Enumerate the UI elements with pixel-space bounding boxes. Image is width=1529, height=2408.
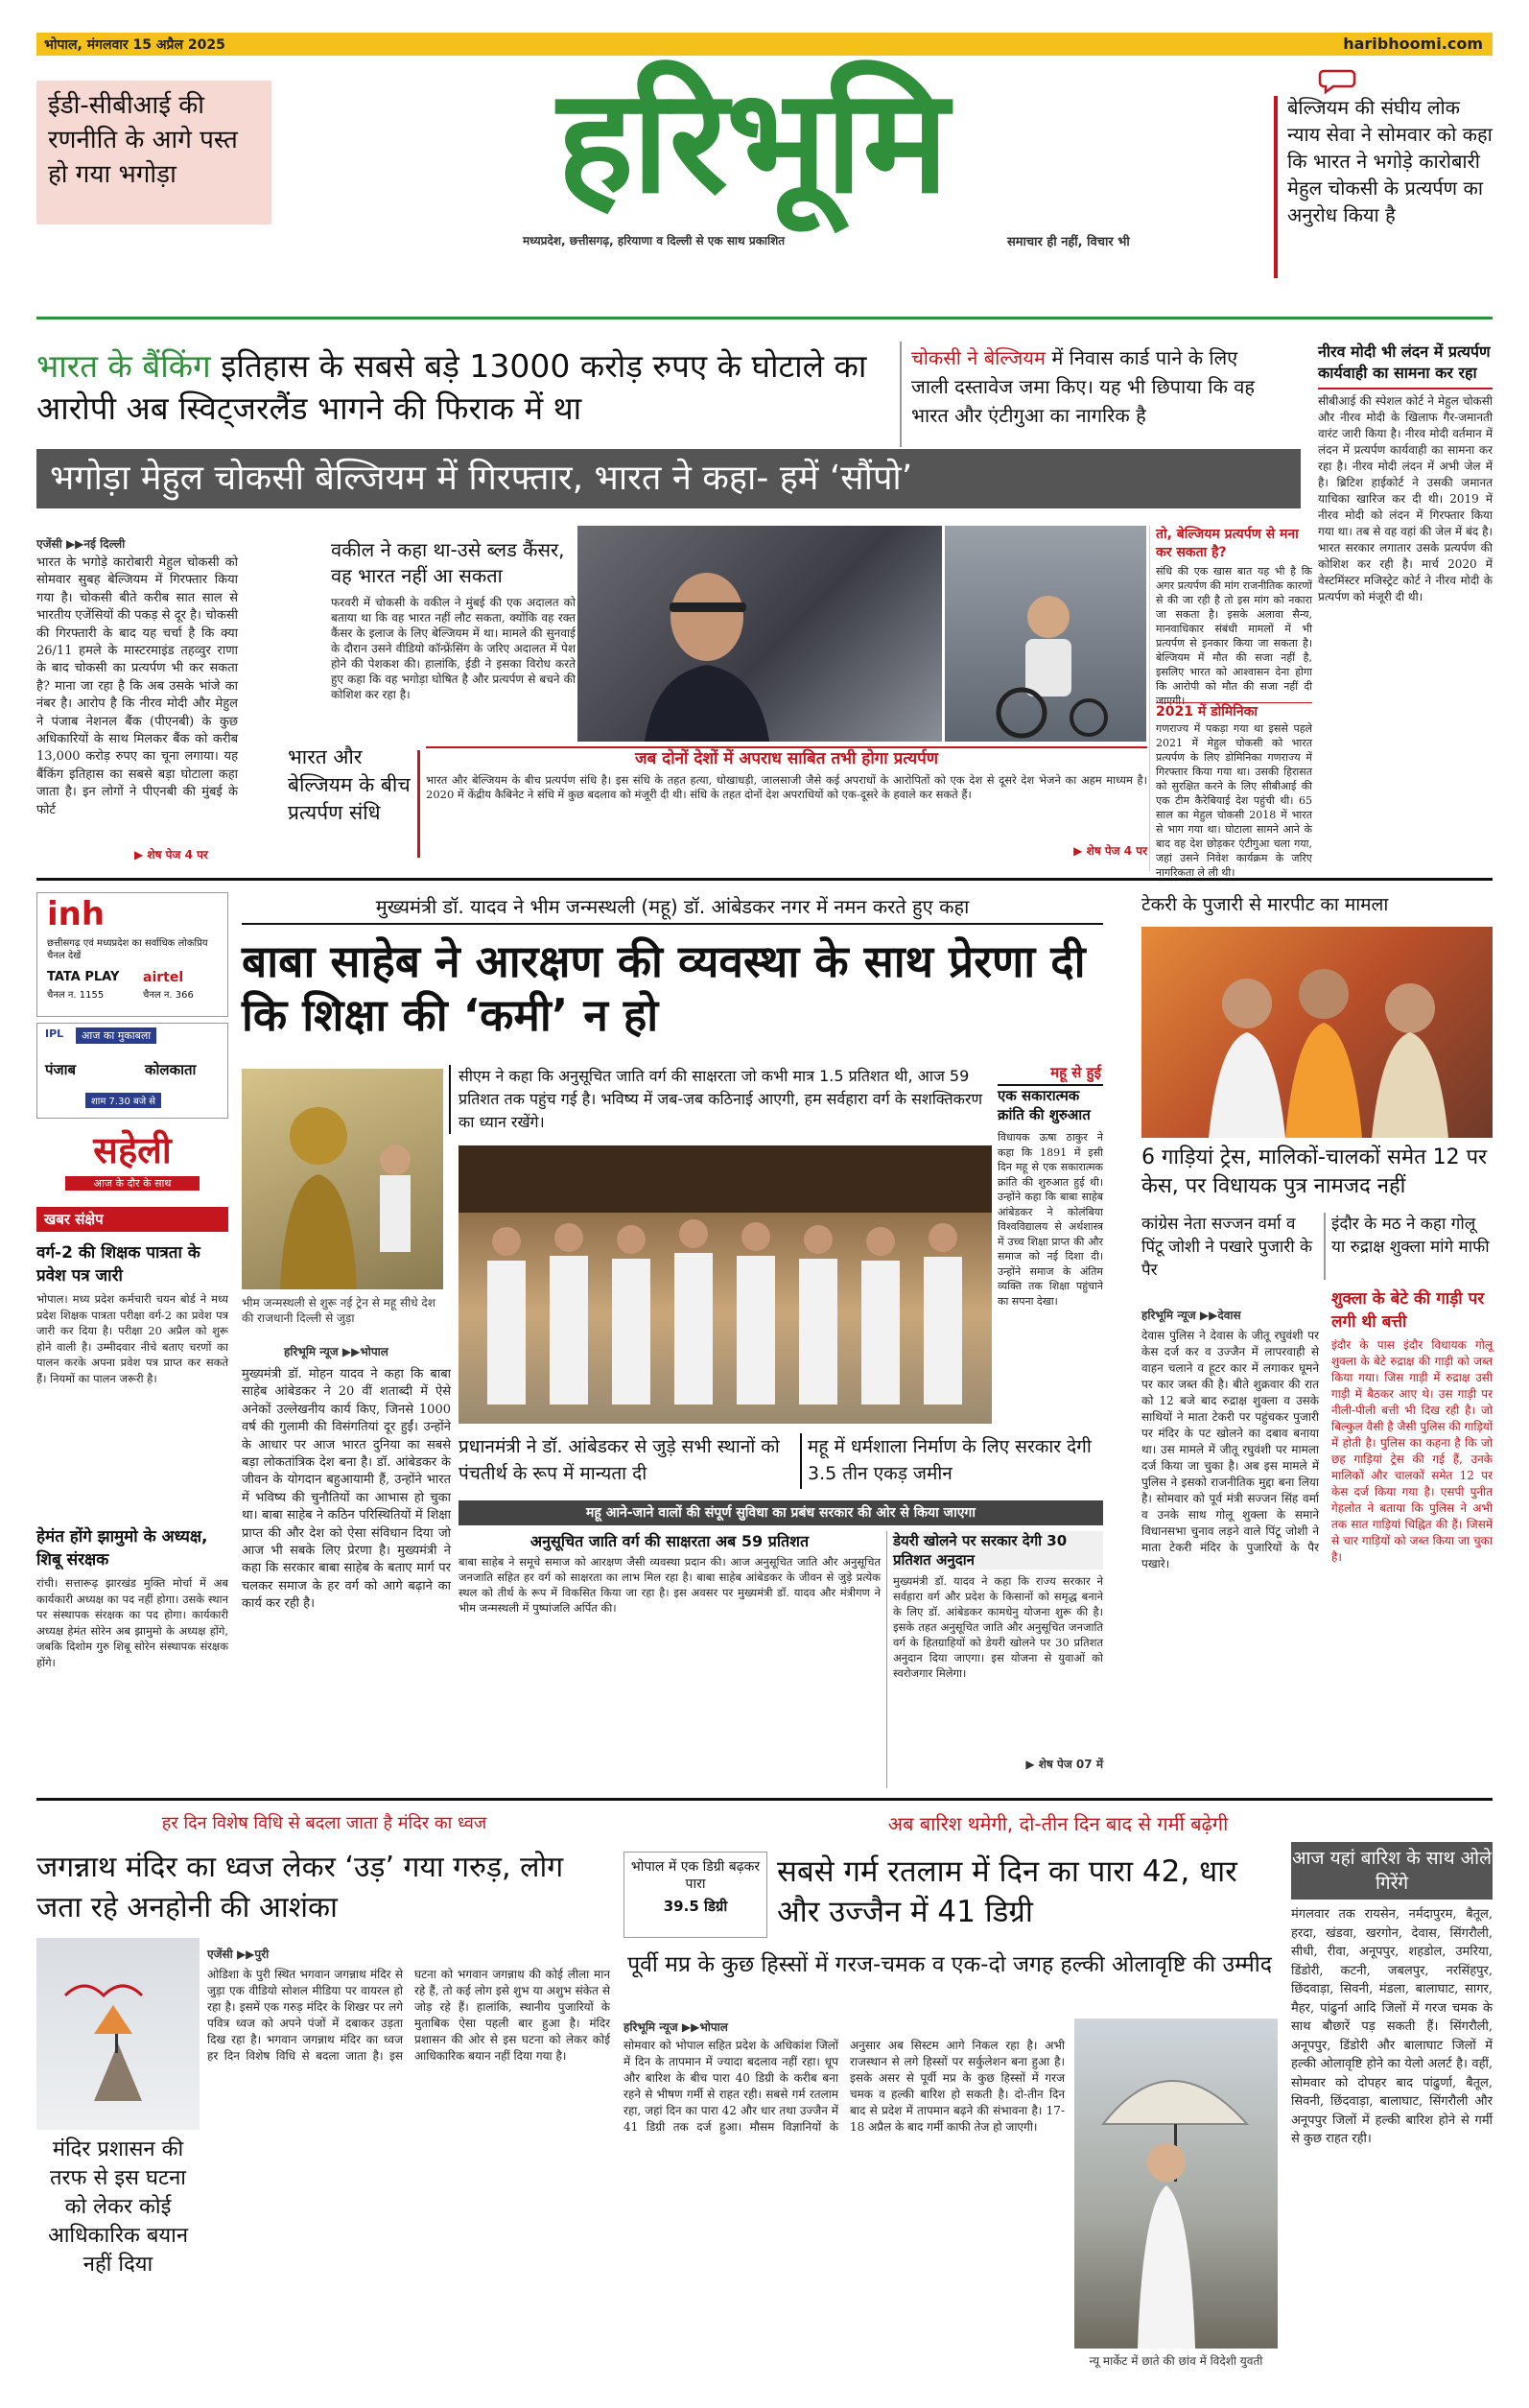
- dominica-kicker: 2021 में डोमिनिका: [1156, 702, 1312, 721]
- ambedkar-top: [242, 890, 1103, 929]
- priest-photo: [1141, 927, 1493, 1138]
- lead-byline: एजेंसी ▶▶नई दिल्ली: [36, 537, 126, 551]
- editions-line: मध्यप्रदेश, छत्तीसगढ़, हरियाणा व दिल्ली से एक साथ प्रकाशित: [523, 234, 786, 248]
- sankshep-label: खबर संक्षेप: [44, 1211, 104, 1228]
- saheli-tag: आज के दौर के साथ: [65, 1176, 200, 1191]
- jagannath-side: मंदिर प्रशासन की तरफ से इस घटना को लेकर कोई आधिकारिक बयान नहीं दिया: [47, 2137, 189, 2277]
- match-label: आज का मुकाबला: [76, 1027, 156, 1044]
- weather-top: अब बारिश थमेगी, दो-तीन दिन बाद से गर्मी बढ़ेगी: [887, 1812, 1229, 1835]
- sankshep-bar: [36, 1207, 228, 1232]
- dairy-head: डेयरी खोलने पर सरकार देगी 30 प्रतिशत अनुदान: [893, 1531, 1103, 1570]
- statue-caption: भीम जन्मस्थली से शुरू नई ट्रेन से महू सीधे देश की राजधानी दिल्ली से जुड़ा: [242, 1296, 435, 1325]
- airtel-label: airtel: [143, 970, 184, 985]
- lead-banner[interactable]: [36, 449, 1301, 508]
- tekri-byline: हरिभूमि न्यूज ▶▶देवास: [1141, 1309, 1241, 1322]
- brief-2-head: हेमंत होंगे झामुमो के अध्यक्ष, शिबू संरक्षक: [36, 1527, 208, 1570]
- jagannath-top: हर दिन विशेष विधि से बदला जाता है मंदिर का ध्वज: [161, 1813, 487, 1833]
- saheli-ad[interactable]: [36, 1124, 228, 1201]
- ambedkar-top-text: मुख्यमंत्री डॉ. यादव ने भीम जन्मस्थली (महू) डॉ. आंबेडकर नगर में नमन करते हुए कहा: [242, 890, 1103, 925]
- left-teaser-text: ईडी-सीबीआई की रणनीति के आगे पस्त हो गया भगोड़ा: [48, 91, 238, 189]
- issue-date: भोपाल, मंगलवार 15 अप्रैल 2025: [44, 37, 225, 53]
- hail-box-head: [1291, 1842, 1493, 1900]
- logo[interactable]: [397, 59, 1107, 225]
- mhow-text: विधायक ऊषा ठाकुर ने कहा कि 1891 में इसी दिन महू से एक सकारात्मक क्रांति की शुरुआत हुई थी। उन्होंने कहा कि बाबा साहेब आंबेडकर ने कोलंबिया विश्वविद्यालय से अर्थशास्त्र में उच्च शिक्षा प्राप्त की और समाज को नई दिशा दी। उन्होंने समाज के अंतिम व्यक्ति तक शिक्षा पहुंचाने का सपना देखा।: [998, 1131, 1103, 1308]
- lead-headline-text: इतिहास के सबसे बड़े 13000 करोड़ रुपए के घोटाले का आरोपी अब स्विट्जरलैंड भागने की फिराक में था: [36, 347, 867, 427]
- inh-text: छत्तीसगढ़ एवं मध्यप्रदेश का सर्वाधिक लोकप्रिय चैनल देखें: [47, 938, 208, 961]
- bhopal-temp-label: भोपाल में एक डिग्री बढ़कर पारा: [630, 1859, 761, 1892]
- tekri-sub-1: कांग्रेस नेता सज्जन वर्मा व पिंटू जोशी ने पखारे पुजारी के पैर: [1141, 1215, 1313, 1280]
- tekri-headline: 6 गाड़ियां ट्रेस, मालिकों-चालकों समेत 12 पर केस, पर विधायक पुत्र नामजद नहीं: [1141, 1145, 1488, 1198]
- lead-side-text: में निवास कार्ड पाने के लिए जाली दस्तावेज जमा किए। यह भी छिपाया कि वह भारत और एंटीगुआ का नागरिक है: [911, 346, 1255, 427]
- tataplay-label: TATA PLAY: [47, 970, 120, 984]
- treaty-strip-text: भारत और बेल्जियम के बीच प्रत्यर्पण संधि है। इस संधि के तहत हत्या, धोखाधड़ी, जालसाजी जैसे कई अपराधों के आरोपितों को एक देश से दूसरे देश भेजने का अहम माध्यम है। 2020 में केंद्रीय कैबिनेट ने संधि में कुछ बदलाव को मंजूरी दी थी। संधि के तहत दोनों देश अपराधियों को एक-दूसरे के हवाले कर सकते हैं।: [426, 773, 1147, 801]
- tekri-red-head: शुक्ला के बेटे की गाड़ी पर लगी थी बत्ती: [1331, 1289, 1485, 1332]
- pm-head: प्रधानमंत्री ने डॉ. आंबेडकर से जुड़े सभी स्थानों को पंचतीर्थ के रूप में मान्यता दी: [459, 1436, 780, 1484]
- lawyer-head: वकील ने कहा था-उसे ब्लड कैंसर, वह भारत नहीं आ सकता: [331, 538, 565, 587]
- literacy-head: अनुसूचित जाति वर्ग की साक्षरता अब 59 प्रतिशत: [529, 1532, 810, 1550]
- weather-headline: सबसे गर्म रतलाम में दिन का पारा 42, धार और उज्जैन में 41 डिग्री: [777, 1854, 1237, 1929]
- statue-photo: [242, 1069, 443, 1289]
- brief-2-text: रांची। सत्तारूढ़ झारखंड मुक्ति मोर्चा में अब कार्यकारी अध्यक्ष का पद नहीं होगा। उसके स्थान पर संस्थापक संरक्षक का पद होगा। कार्यकारी अध्यक्ष हेमंत सोरेन अब झामुमो के अध्यक्ष होंगे, जबकि दिशोम गुरु शिबू सोरेन संस्थापक संरक्षक होंगे।: [36, 1576, 228, 1669]
- lead-banner-text: भगोड़ा मेहुल चोकसी बेल्जियम में गिरफ्तार, भारत ने कहा- हमें ‘सौंपो’: [50, 459, 913, 498]
- weather-byline: हरिभूमि न्यूज ▶▶भोपाल: [623, 2020, 728, 2034]
- nirav-head: नीरव मोदी भी लंदन में प्रत्यर्पण कार्यवाही का सामना कर रहा: [1318, 342, 1493, 390]
- lead-headline: [36, 345, 900, 430]
- umbrella-photo: [1074, 2018, 1278, 2349]
- facility-bar: [459, 1500, 1103, 1525]
- airtel-channel: चैनल न. 366: [143, 990, 194, 1001]
- wheelchair-photo: [945, 526, 1146, 742]
- lead-side-kicker: चोकसी ने बेल्जियम: [911, 346, 1046, 369]
- tekri-red-text: इंदौर के पास इंदौर विधायक गोलू शुक्ला के बेटे रुद्राक्ष की गाड़ी को जब्त किया गया। जिस गाड़ी में रुद्राक्ष उसी गाड़ी में बैठकर आए थे। उस गाड़ी पर नीली-पीली बत्ती भी दिख रही है। जो बिल्कुल वैसी है जैसी पुलिस की गाड़ियों में होती है। पुलिस का कहना है कि जो छह गाड़ियां ट्रेस की गई हैं, उनके मालिकों और चालकों समेत 12 पर केस दर्ज किया गया है। एसपी पुनीत गेहलोत ने बताया कि पुलिस ने अभी तक सात गाड़ियां चिह्नित की हैं। जिसमें से चार गाड़ियों को जब्त किया जा चुका है।: [1331, 1338, 1493, 1564]
- lead-continued[interactable]: ▶ शेष पेज 4 पर: [134, 848, 208, 862]
- dominica-text: गणराज्य में पकड़ा गया था इससे पहले 2021 में मेहुल चोकसी को भारत प्रत्यर्पण के लिए डोमिनिका गणराज्य में गिरफ्तार किया गया था। उसकी हिरासत को सुरक्षित करने के लिए सीबीआई की एक टीम कैरेबियाई देश पहुंची थी। 65 साल का मेहुल चोकसी 2018 में भारत से भाग गया था। घोटाला सामने आने के बाद वह देश छोड़कर एंटीगुआ चला गया, जहां उसने निवेश कार्यक्रम के जरिए नागरिकता ले ली थी।: [1156, 722, 1312, 879]
- garuda-graphic: [36, 1938, 200, 2130]
- literacy-text: बाबा साहेब ने समूचे समाज को आरक्षण जैसी व्यवस्था प्रदान की। आज अनुसूचित जाति और अनुसूचित जनजाति सहित हर वर्ग को साक्षरता का लाभ मिल रहा है। बाबा साहेब आंबेडकर के जीवन से जुड़े प्रत्येक स्थल को तीर्थ के रूप में विकसित किया जा रहा है। इस अवसर पर मुख्यमंत्री डॉ. यादव और मंत्रीगण ने भीम जन्मस्थली में पुष्पांजलि अर्पित की।: [459, 1555, 881, 1615]
- bottom-rule: [36, 1798, 1493, 1801]
- lead-kicker: भारत के बैंकिंग: [36, 347, 211, 385]
- inh-ad[interactable]: [36, 892, 228, 1017]
- tekri-sub-2: इंदौर के मठ ने कहा गोलू या रुद्राक्ष शुक्ला मांगे माफी: [1331, 1215, 1490, 1257]
- facility-bar-text: महू आने-जाने वालों की संपूर्ण सुविधा का प्रबंध सरकार की ओर से किया जाएगा: [586, 1505, 976, 1521]
- team-1: पंजाब: [45, 1061, 77, 1078]
- ipl-box[interactable]: [36, 1023, 228, 1119]
- logo-text: हरिभूमि: [557, 59, 947, 225]
- saheli-logo: सहेली: [93, 1129, 172, 1171]
- ipl-label: IPL: [45, 1027, 64, 1040]
- qa-head: तो, बेल्जियम प्रत्यर्पण से मना कर सकता है?: [1156, 527, 1299, 560]
- treaty-label: भारत और बेल्जियम के बीच प्रत्यर्पण संधि: [288, 745, 411, 824]
- bhopal-temp-value: 39.5 डिग्री: [663, 1898, 728, 1915]
- jagannath-headline: जगन्नाथ मंदिर का ध्वज लेकर ‘उड़’ गया गरुड़, लोग जता रहे अनहोनी की आशंका: [36, 1851, 564, 1924]
- ambedkar-continued[interactable]: ▶ शेष पेज 07 में: [1025, 1758, 1103, 1771]
- bhopal-temp: [623, 1852, 767, 1938]
- jagannath-body: ओडिशा के पुरी स्थित भगवान जगन्नाथ मंदिर से जुड़ा एक वीडियो सोशल मीडिया पर वायरल हो रहा है। इसमें एक गरुड़ मंदिर के शिखर पर लगे पवित्र ध्वज को अपने पंजों में दबाकर उड़ता दिख रहा है। भगवान जगन्नाथ मंदिर का ध्वज हर दिन विशेष विधि से बदला जाता है। इस घटना को भगवान जगन्नाथ की कोई लीला मान रहे हैं, तो कई लोग इसे शुभ या अशुभ संकेत से जोड़ रहे हैं। हालांकि, स्थानीय पुजारियों के मुताबिक ऐसा पहली बार हुआ है। मंदिर प्रशासन की ओर से इस घटना को लेकर कोई आधिकारिक बयान नहीं दिया गया है।: [207, 1968, 610, 2063]
- inh-logo: inh: [47, 895, 106, 933]
- treaty-strip: [426, 746, 1147, 860]
- weather-sub: पूर्वी मप्र के कुछ हिस्सों में गरज-चमक व एक-दो जगह हल्की ओलावृष्टि की उम्मीद: [627, 1952, 1272, 1977]
- qa-column: [1149, 526, 1312, 879]
- team-2: कोलकाता: [145, 1061, 197, 1078]
- mhow-kicker: महू से हुई: [1050, 1064, 1101, 1081]
- treaty-strip-head: जब दोनों देशों में अपराध साबित तभी होगा प्रत्यर्पण: [426, 746, 1147, 769]
- qa-text: संधि की एक खास बात यह भी है कि अगर प्रत्यर्पण की मांग राजनीतिक कारणों से की जा रही है तो इस मांग को नकारा जा सकता है। इसके अलावा सैन्य, मानवाधिकार संबंधी मामलों में भी प्रत्यर्पण से इनकार किया जा सकता है। बेल्जियम में मौत की सजा नहीं है, इसलिए भारत को आश्वासन देना होगा कि आरोपी को मौत की सजा नहीं दी जाएगी।: [1156, 565, 1312, 707]
- nirav-text: सीबीआई की स्पेशल कोर्ट ने मेहुल चोकसी और नीरव मोदी के खिलाफ गैर-जमानती वारंट जारी किया है। नीरव मोदी वर्तमान में लंदन में प्रत्यर्पण कार्यवाही का सामना कर रहा है। नीरव मोदी लंदन में अभी जेल में है। ब्रिटिश हाईकोर्ट ने उसकी जमानत याचिका खारिज कर दी थी। 2019 में नीरव मोदी को लंदन में गिरफ्तार किया गया था। तब से वह वहां की जेल में बंद है। भारत सरकार लगातार उसके प्रत्यर्पण की कोशिश कर रही है। मार्च 2020 में वेस्टमिंस्टर मजिस्ट्रेट कोर्ट ने नीरव मोदी के प्रत्यर्पण को मंजूरी दी थी।: [1318, 394, 1493, 603]
- jagannath-byline: एजेंसी ▶▶पुरी: [207, 1948, 270, 1961]
- match-time: शाम 7.30 बजे से: [85, 1093, 161, 1108]
- section-rule: [36, 878, 1493, 881]
- stage-photo: [459, 1145, 992, 1424]
- right-teaser[interactable]: [1274, 67, 1493, 326]
- dharmshala-head: महू में धर्मशाला निर्माण के लिए सरकार देगी 3.5 तीन एकड़ जमीन: [808, 1436, 1092, 1484]
- dairy-text: मुख्यमंत्री डॉ. यादव ने कहा कि राज्य सरकार ने सर्वहारा वर्ग और प्रदेश के किसानों को समृद्ध बनाने के लिए डॉ. आंबेडकर कामधेनु योजना शुरू की है। इसके तहत अनुसूचित जाति और अनुसूचित जनजाति वर्ग के हितग्राहियों को डेयरी खोलने पर 30 प्रतिशत अनुदान दिया जाएगा। इस योजना से युवाओं को स्वरोजगार मिलेगा।: [893, 1574, 1103, 1680]
- tekri-top: टेकरी के पुजारी से मारपीट का मामला: [1141, 894, 1389, 915]
- nirav-column: [1318, 342, 1493, 879]
- weather-body: सोमवार को भोपाल सहित प्रदेश के अधिकांश जिलों में दिन के तापमान में ज्यादा बदलाव नहीं रहा। धूप और बारिश के बीच पारा 40 डिग्री के करीब बना रहने से भीषण गर्मी से राहत रही। सबसे गर्म रतलाम रहा, जहां दिन का पारा 42 और धार तथा उज्जैन में 41 डिग्री तक दर्ज हुआ। मौसम विज्ञानियों के अनुसार अब सिस्टम आगे निकल रहा है। अभी राजस्थान से लगे हिस्सों पर सर्कुलेशन बना हुआ है। इसके असर से पूर्वी मप्र के कुछ हिस्सों में गरज चमक व हल्की बारिश हो सकती है। दो-तीन दिन बाद से प्रदेश में तापमान बढ़ने की संभावना है। 17-18 अप्रैल के बाद गर्मी काफी तेज हो जाएगी।: [623, 2039, 1065, 2134]
- lawyer-text: फरवरी में चोकसी के वकील ने मुंबई की एक अदालत को बताया था कि वह भारत नहीं लौट सकता, क्योंकि वह रक्त कैंसर के इलाज के लिए बेल्जियम में था। मामले की सुनवाई के दौरान उसने वीडियो कॉन्फ्रेंसिंग के जरिए अदालत में पेश होने की पेशकश की। हालांकि, ईडी ने इसका विरोध करते हुए कहा कि वह भगोड़ा घोषित है और प्रत्यर्पण से बचने की कोशिश कर रहा है।: [331, 596, 576, 701]
- hail-head: आज यहां बारिश के साथ ओले गिरेंगे: [1292, 1848, 1492, 1894]
- treaty-strip-continued[interactable]: ▶ शेष पेज 4 पर: [1073, 844, 1147, 858]
- ambedkar-body: मुख्यमंत्री डॉ. मोहन यादव ने कहा कि बाबा साहेब आंबेडकर ने 20 वीं शताब्दी में ऐसे अनेकों उल्लेखनीय कार्य किए, जिनसे 1000 वर्ष की गुलामी की विसंगतियां दूर हुईं। उन्होंने के आधार पर आज भारत दुनिया का सबसे बड़ा लोकतांत्रिक देश बना है। डॉ. आंबेडकर के जीवन के योगदान बहुआयामी हैं, उन्होंने भारत में भविष्य की चुनौतियों का आभास हो चुका था। बाबा साहेब ने कठिन परिस्थितियों में शिक्षा प्राप्त की और देश को ऐसा संविधान दिया जो आज भी सबके लिए प्रेरणा है। मुख्यमंत्री ने कहा कि सरकार बाबा साहेब के बताए मार्ग पर चलकर समाज के हर वर्ग को आगे बढ़ाने का कार्य कर रही है।: [242, 1367, 451, 1612]
- hail-text: मंगलवार तक रायसेन, नर्मदापुरम, बैतूल, हरदा, खंडवा, खरगोन, देवास, सिंगरौली, सीधी, रीवा, अनूपपुर, शहडोल, उमरिया, डिंडोरी, कटनी, जबलपुर, नरसिंहपुर, छिंदवाड़ा, सिवनी, मंडला, बालाघाट, सागर, मैहर, पांढुर्ना आदि जिलों में गरज चमक के साथ बौछारें पड़ सकती हैं। सिंगरौली, अनूपपुर, डिंडोरी और बालाघाट जिलों में हल्की ओलावृष्टि होने का येलो अलर्ट है। वहीं, सोमवार को दोपहर बाद पांढुर्णा, बैतूल, सिवनी, छिंदवाड़ा, बालाघाट, सिंगरौली और अनूपपुर जिलों में हल्की बारिश होने से गर्मी से कुछ राहत रही।: [1291, 1907, 1493, 2146]
- slogan: समाचार ही नहीं, विचार भी: [1007, 235, 1130, 249]
- right-teaser-text: बेल्जियम की संघीय लोक न्याय सेवा ने सोमवार को कहा कि भारत ने भगोड़े कारोबारी मेहुल चोकसी के प्रत्यर्पण का अनुरोध किया है: [1287, 96, 1493, 226]
- brief-1-head: वर्ग-2 की शिक्षक पात्रता के प्रवेश पत्र जारी: [36, 1243, 200, 1286]
- date-strip: [36, 33, 1493, 56]
- ambedkar-headline: बाबा साहेब ने आरक्षण की व्यवस्था के साथ प्रेरणा दी कि शिक्षा की ‘कमी’ न हो: [242, 935, 1086, 1041]
- ambedkar-byline: हरिभूमि न्यूज ▶▶भोपाल: [284, 1345, 388, 1358]
- masthead-rule: [36, 317, 1493, 319]
- lead-body: भारत के भगोड़े कारोबारी मेहुल चोकसी को सोमवार सुबह बेल्जियम में गिरफ्तार किया गया है। चोकसी बीते करीब सात साल से भारतीय एजेंसियों की पकड़ से दूर है। चोकसी की गिरफ्तारी के बाद यह चर्चा है कि क्या 26/11 हमले के मास्टरमाइंड तहव्वुर राणा के बाद चोकसी का प्रत्यर्पण भी कर सकता है? माना जा रहा है कि अब उसके भांजे का नंबर है। आरोप है कि नीरव मोदी और मेहुल ने पंजाब नेशनल बैंक (पीएनबी) के कुछ अधिकारियों के साथ मिलकर बैंक को करीब 13,000 करोड़ रुपए का चूना लगाया। यह बैंकिंग इतिहास का सबसे बड़ा घोटाला कहा जाता है। इन लोगों ने पीएनबी की मुंबई के फोर्ट: [36, 555, 238, 817]
- lead-side-note: [911, 343, 1257, 430]
- speech-bubble-icon: [1320, 67, 1358, 92]
- left-teaser[interactable]: [36, 81, 271, 244]
- site-url[interactable]: haribhoomi.com: [1343, 35, 1483, 53]
- tataplay-channel: चैनल न. 1155: [47, 990, 105, 1001]
- umbrella-caption: न्यू मार्केट में छाते की छांव में विदेशी युवती: [1089, 2354, 1263, 2368]
- mhow-head: एक सकारात्मक क्रांति की शुरुआत: [998, 1084, 1103, 1124]
- chokshi-photo: [577, 526, 942, 742]
- dairy-box: [886, 1531, 1103, 1788]
- ambedkar-quote: सीएम ने कहा कि अनुसूचित जाति वर्ग की साक्षरता जो कभी मात्र 1.5 प्रतिशत थी, आज 59 प्रतिशत तक पहुंच गई है। भविष्य में जब-जब कठिनाई आएगी, हम सर्वहारा वर्ग के सशक्तिकरण का ध्यान रखेंगे।: [459, 1067, 983, 1131]
- brief-1-text: भोपाल। मध्य प्रदेश कर्मचारी चयन बोर्ड ने मध्य प्रदेश शिक्षक पात्रता परीक्षा वर्ग-2 का प्रवेश पत्र जारी कर दिया है। परीक्षा 20 अप्रैल को शुरू होने वाली है। उम्मीदवार नीचे बताए चरणों का पालन करके अपना प्रवेश पत्र प्राप्त कर सकते हैं। नियमों का पालन जरूरी है।: [36, 1292, 228, 1385]
- tekri-body: देवास पुलिस ने देवास के जीतू रघुवंशी पर केस दर्ज कर व उज्जैन में लापरवाही से वाहन चलाने व हूटर कार में लगाकर घूमने पर कार जब्त की है। बीते शुक्रवार की रात को 12 बजे बाद रुद्राक्ष शुक्ला व उसके साथियों ने माता टेकरी पर पहुंचकर पुजारी पर मंदिर के पट खोलने का दबाव बनाया था। उस मामले में जीतू रघुवंशी पर मामला दर्ज किया जा चुका है। अब इस मामले में पुलिस ने इसको राजनीतिक मुद्दा बना लिया है। सोमवार को पूर्व मंत्री सज्जन सिंह वर्मा व उनके साथ गोलू शुक्ला के समाने विधानसभा चुनाव लड़ने वाले पिंटू जोशी ने माता टेकरी मंदिर के पुजारियों के पैर पखारे।: [1141, 1329, 1319, 1570]
